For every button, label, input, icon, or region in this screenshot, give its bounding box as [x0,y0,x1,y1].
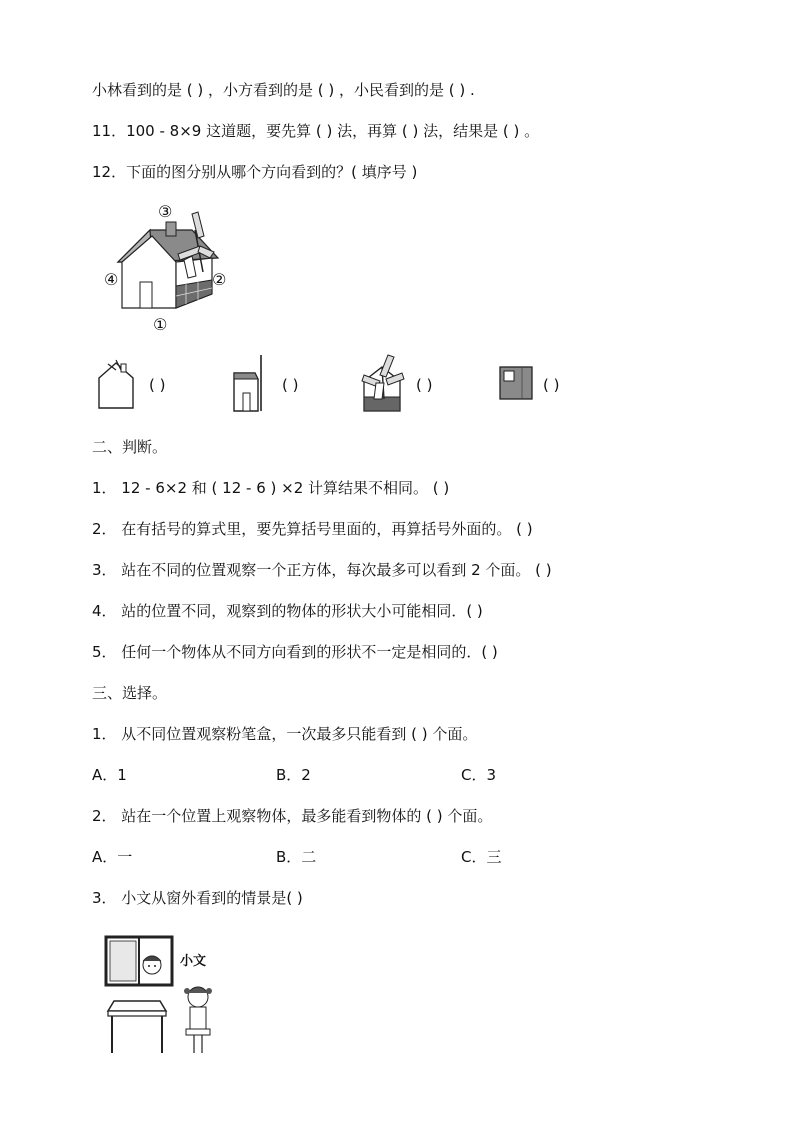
judge-item-1: 1． 12 - 6×2 和 ( 12 - 6 ) ×2 计算结果不相同。 ( ) [92,479,450,497]
choice-2-question: 2． 站在一个位置上观察物体，最多能看到物体的 ( ) 个面。 [92,807,493,825]
view-figure-4 [498,365,534,405]
view-2-blank[interactable]: ( ) [282,376,299,394]
choice-1-option-b[interactable]: B．2 [276,766,311,784]
judge-item-3: 3． 站在不同的位置观察一个正方体，每次最多可以看到 2 个面。 ( ) [92,561,552,579]
judge-item-5: 5． 任何一个物体从不同方向看到的形状不一定是相同的．( ) [92,643,498,661]
choice-1-option-a[interactable]: A．1 [92,766,127,784]
q10-answer-line: 小林看到的是 ( ) ，小方看到的是 ( ) ，小民看到的是 ( ) . [92,81,475,99]
choice-2-option-b[interactable]: B．二 [276,848,317,866]
view-figure-2 [231,353,269,417]
scene-figure-label: 小文 [180,954,207,969]
choice-2-option-a[interactable]: A．一 [92,848,133,866]
view-3-blank[interactable]: ( ) [416,376,433,394]
view-4-blank[interactable]: ( ) [543,376,560,394]
direction-label-top: ③ [158,202,173,221]
q11-question: 11．100 - 8×9 这道题，要先算 ( ) 法，再算 ( ) 法，结果是 ( ) 。 [92,122,540,140]
section-judge-title: 二、判断。 [92,438,168,456]
window-scene-figure [100,935,230,1060]
choice-2-option-c[interactable]: C．三 [461,848,502,866]
view-figure-1 [96,358,138,414]
choice-1-question: 1． 从不同位置观察粉笔盒，一次最多只能看到 ( ) 个面。 [92,725,478,743]
section-choice-title: 三、选择。 [92,684,168,702]
view-figure-3 [360,353,406,419]
choice-3-question: 3． 小文从窗外看到的情景是( ) [92,889,303,907]
view-1-blank[interactable]: ( ) [149,376,166,394]
judge-item-4: 4． 站的位置不同，观察到的物体的形状大小可能相同．( ) [92,602,483,620]
direction-label-bottom: ① [153,315,168,334]
q12-question: 12．下面的图分别从哪个方向看到的？( 填序号 ) [92,163,418,181]
choice-1-option-c[interactable]: C．3 [461,766,497,784]
direction-label-left: ④ [104,270,119,289]
direction-label-right: ② [212,270,227,289]
judge-item-2: 2． 在有括号的算式里，要先算括号里面的，再算括号外面的。 ( ) [92,520,533,538]
